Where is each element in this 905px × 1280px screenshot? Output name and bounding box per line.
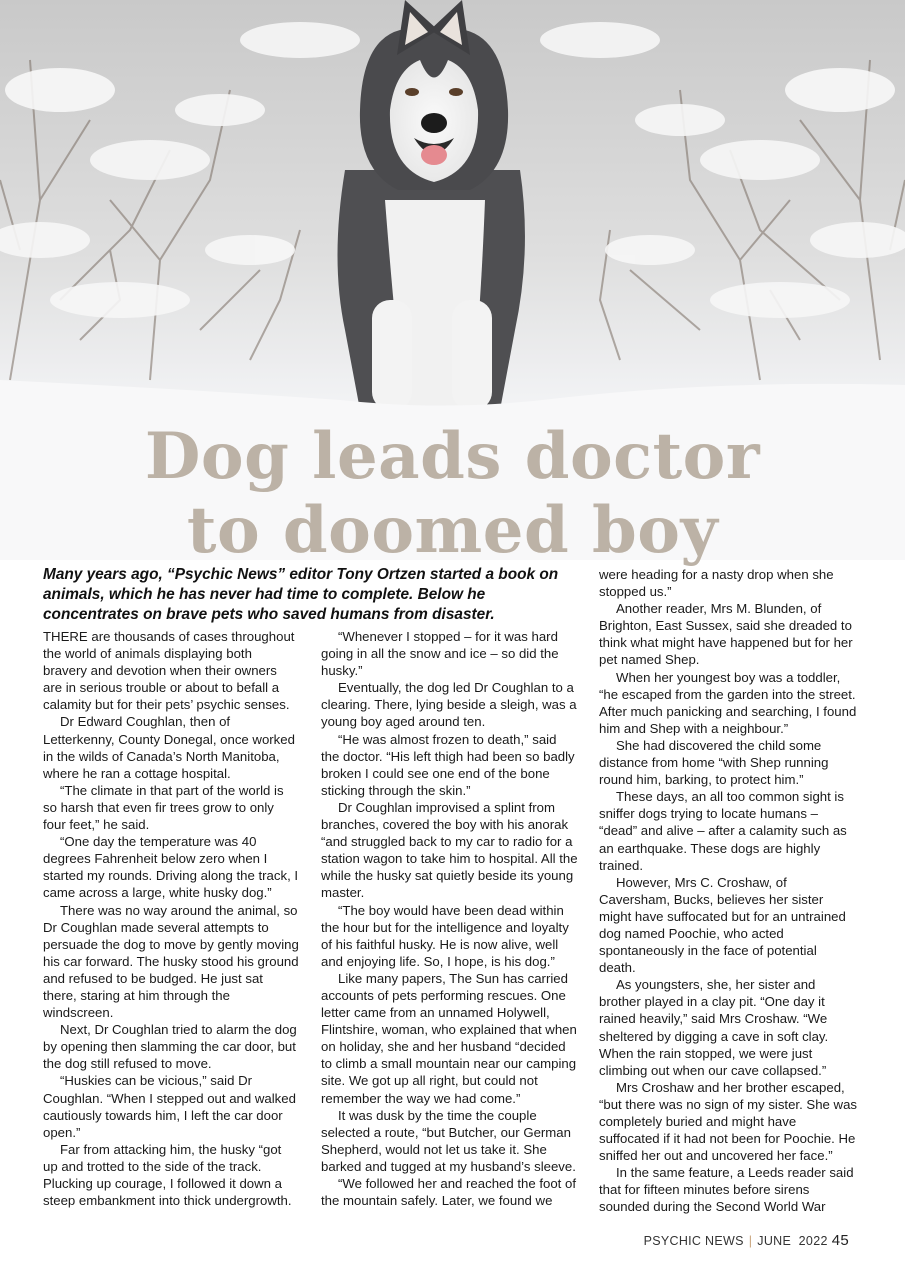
- standfirst: Many years ago, “Psychic News” editor Tony Ortzen started a book on animals, which he has never had time to complete. Below he concentrates on brave pets who saved humans from disaster.: [43, 566, 559, 623]
- paragraph: Eventually, the dog led Dr Coughlan to a clearing. There, lying beside a sleigh, was a young boy aged around ten.: [321, 680, 577, 730]
- paragraph: Far from attacking him, the husky “got up and trotted to the side of the track. Plucking up courage, I followed it down a steep embankment into thick undergrowth.: [43, 1141, 292, 1209]
- paragraph: Mrs Croshaw and her brother escaped, “but there was no sign of my sister. She was completely buried and might have suffocated if it had not been for Poochie. He sniffed her out and uncovered her face.”: [599, 1079, 858, 1164]
- page-footer: [644, 1232, 849, 1249]
- issue-date: JUNE 2022: [757, 1234, 828, 1248]
- paragraph: As youngsters, she, her sister and brother played in a clay pit. “One day it rained heavily,” said Mrs Croshaw. “We sheltered by digging a cave in soft clay. When the rain stopped, we were just climbing out when our cave collapsed.”: [599, 977, 829, 1078]
- headline-line-2: to doomed boy: [186, 493, 719, 568]
- paragraph: “We followed her and reached the foot of the mountain safely. Later, we found we: [321, 1176, 577, 1209]
- footer-separator: |: [748, 1234, 753, 1248]
- paragraph: “He was almost frozen to death,” said the doctor. “His left thigh had been so badly broken I could see one end of the bone sticking through the skin.”: [321, 731, 575, 798]
- paragraph: Dr Edward Coughlan, then of Letterkenny, County Donegal, once worked in the wilds of Canada’s North Manitoba, where he ran a cottage hospital.: [43, 714, 295, 781]
- paragraph: She had discovered the child some distance from home “with Shep running round him, barking, to protect him.”: [599, 737, 829, 788]
- paragraph: These days, an all too common sight is sniffer dogs trying to locate humans – “dead” and alive – after a calamity such as an earthquake. These dogs are highly trained.: [599, 789, 847, 873]
- paragraph: Next, Dr Coughlan tried to alarm the dog by opening then slamming the car door, but the dog still refused to move.: [43, 1022, 297, 1072]
- paragraph: However, Mrs C. Croshaw, of Caversham, Bucks, believes her sister might have suffocated but for an untrained dog named Poochie, who acted spontaneously in the face of potential death.: [599, 874, 846, 976]
- page-number: 45: [831, 1232, 849, 1249]
- paragraph: “Whenever I stopped – for it was hard going in all the snow and ice – so did the husky.”: [321, 629, 559, 679]
- paragraph: “The climate in that part of the world is so harsh that even fir trees grow to only four feet,” he said.: [43, 782, 284, 833]
- paragraph: In the same feature, a Leeds reader said that for fifteen minutes before sirens sounded during the Second World War: [599, 1165, 854, 1215]
- paragraph: THERE are thousands of cases throughout the world of animals displaying both bravery and devotion when their owners are in serious trouble or about to befall a calamity but for their pets’ psychic senses.: [43, 629, 295, 713]
- paragraph: When her youngest boy was a toddler, “he escaped from the garden into the street. After much panicking and searching, I found him and Shep with a neighbour.”: [599, 669, 857, 736]
- headline-line-1: Dog leads doctor: [144, 419, 761, 494]
- paragraph: Like many papers, The Sun has carried accounts of pets performing rescues. One letter came from an unnamed Holywell, Flintshire, woman, who explained that when on holiday, she and her husband “decided to climb a small mountain near our camping site. We got up all right, but could not remember the way we had come.”: [321, 970, 577, 1106]
- paragraph: “The boy would have been dead within the hour but for the intelligence and loyalty of his faithful husky. He is now alive, well and enjoying life. So, I hope, is his dog.”: [321, 902, 569, 969]
- paragraph: There was no way around the animal, so Dr Coughlan made several attempts to persuade the dog to move by gently moving his car forward. The husky stood his ground and refused to be budged. He just sat there, staring at him through the windscreen.: [43, 902, 299, 1021]
- paragraph: were heading for a nasty drop when she stopped us.”: [599, 567, 834, 600]
- paragraph: “One day the temperature was 40 degrees Fahrenheit below zero when I started my rounds. Driving along the track, I came across a large, white husky dog.”: [43, 834, 299, 901]
- article-column-2: [321, 628, 578, 1209]
- article-column-3: [599, 566, 857, 1216]
- paragraph: “Huskies can be vicious,” said Dr Coughlan. “When I stepped out and walked cautiously towards him, I left the car door open.”: [43, 1073, 296, 1140]
- paragraph: It was dusk by the time the couple selected a route, “but Butcher, our German Shepherd, would not let us take it. She barked and tugged at my husband’s sleeve.: [321, 1107, 576, 1174]
- publication-name: PSYCHIC NEWS: [643, 1234, 744, 1248]
- headline: [0, 420, 905, 568]
- paragraph: Dr Coughlan improvised a splint from branches, covered the boy with his anorak “and struggled back to my car to radio for a station wagon to take him to hospital. All the while the husky sat quietly beside its young master.: [321, 799, 578, 901]
- article-column-1: [43, 628, 299, 1209]
- paragraph: Another reader, Mrs M. Blunden, of Brighton, East Sussex, said she dreaded to think what might have happened but for her pet named Shep.: [599, 601, 853, 668]
